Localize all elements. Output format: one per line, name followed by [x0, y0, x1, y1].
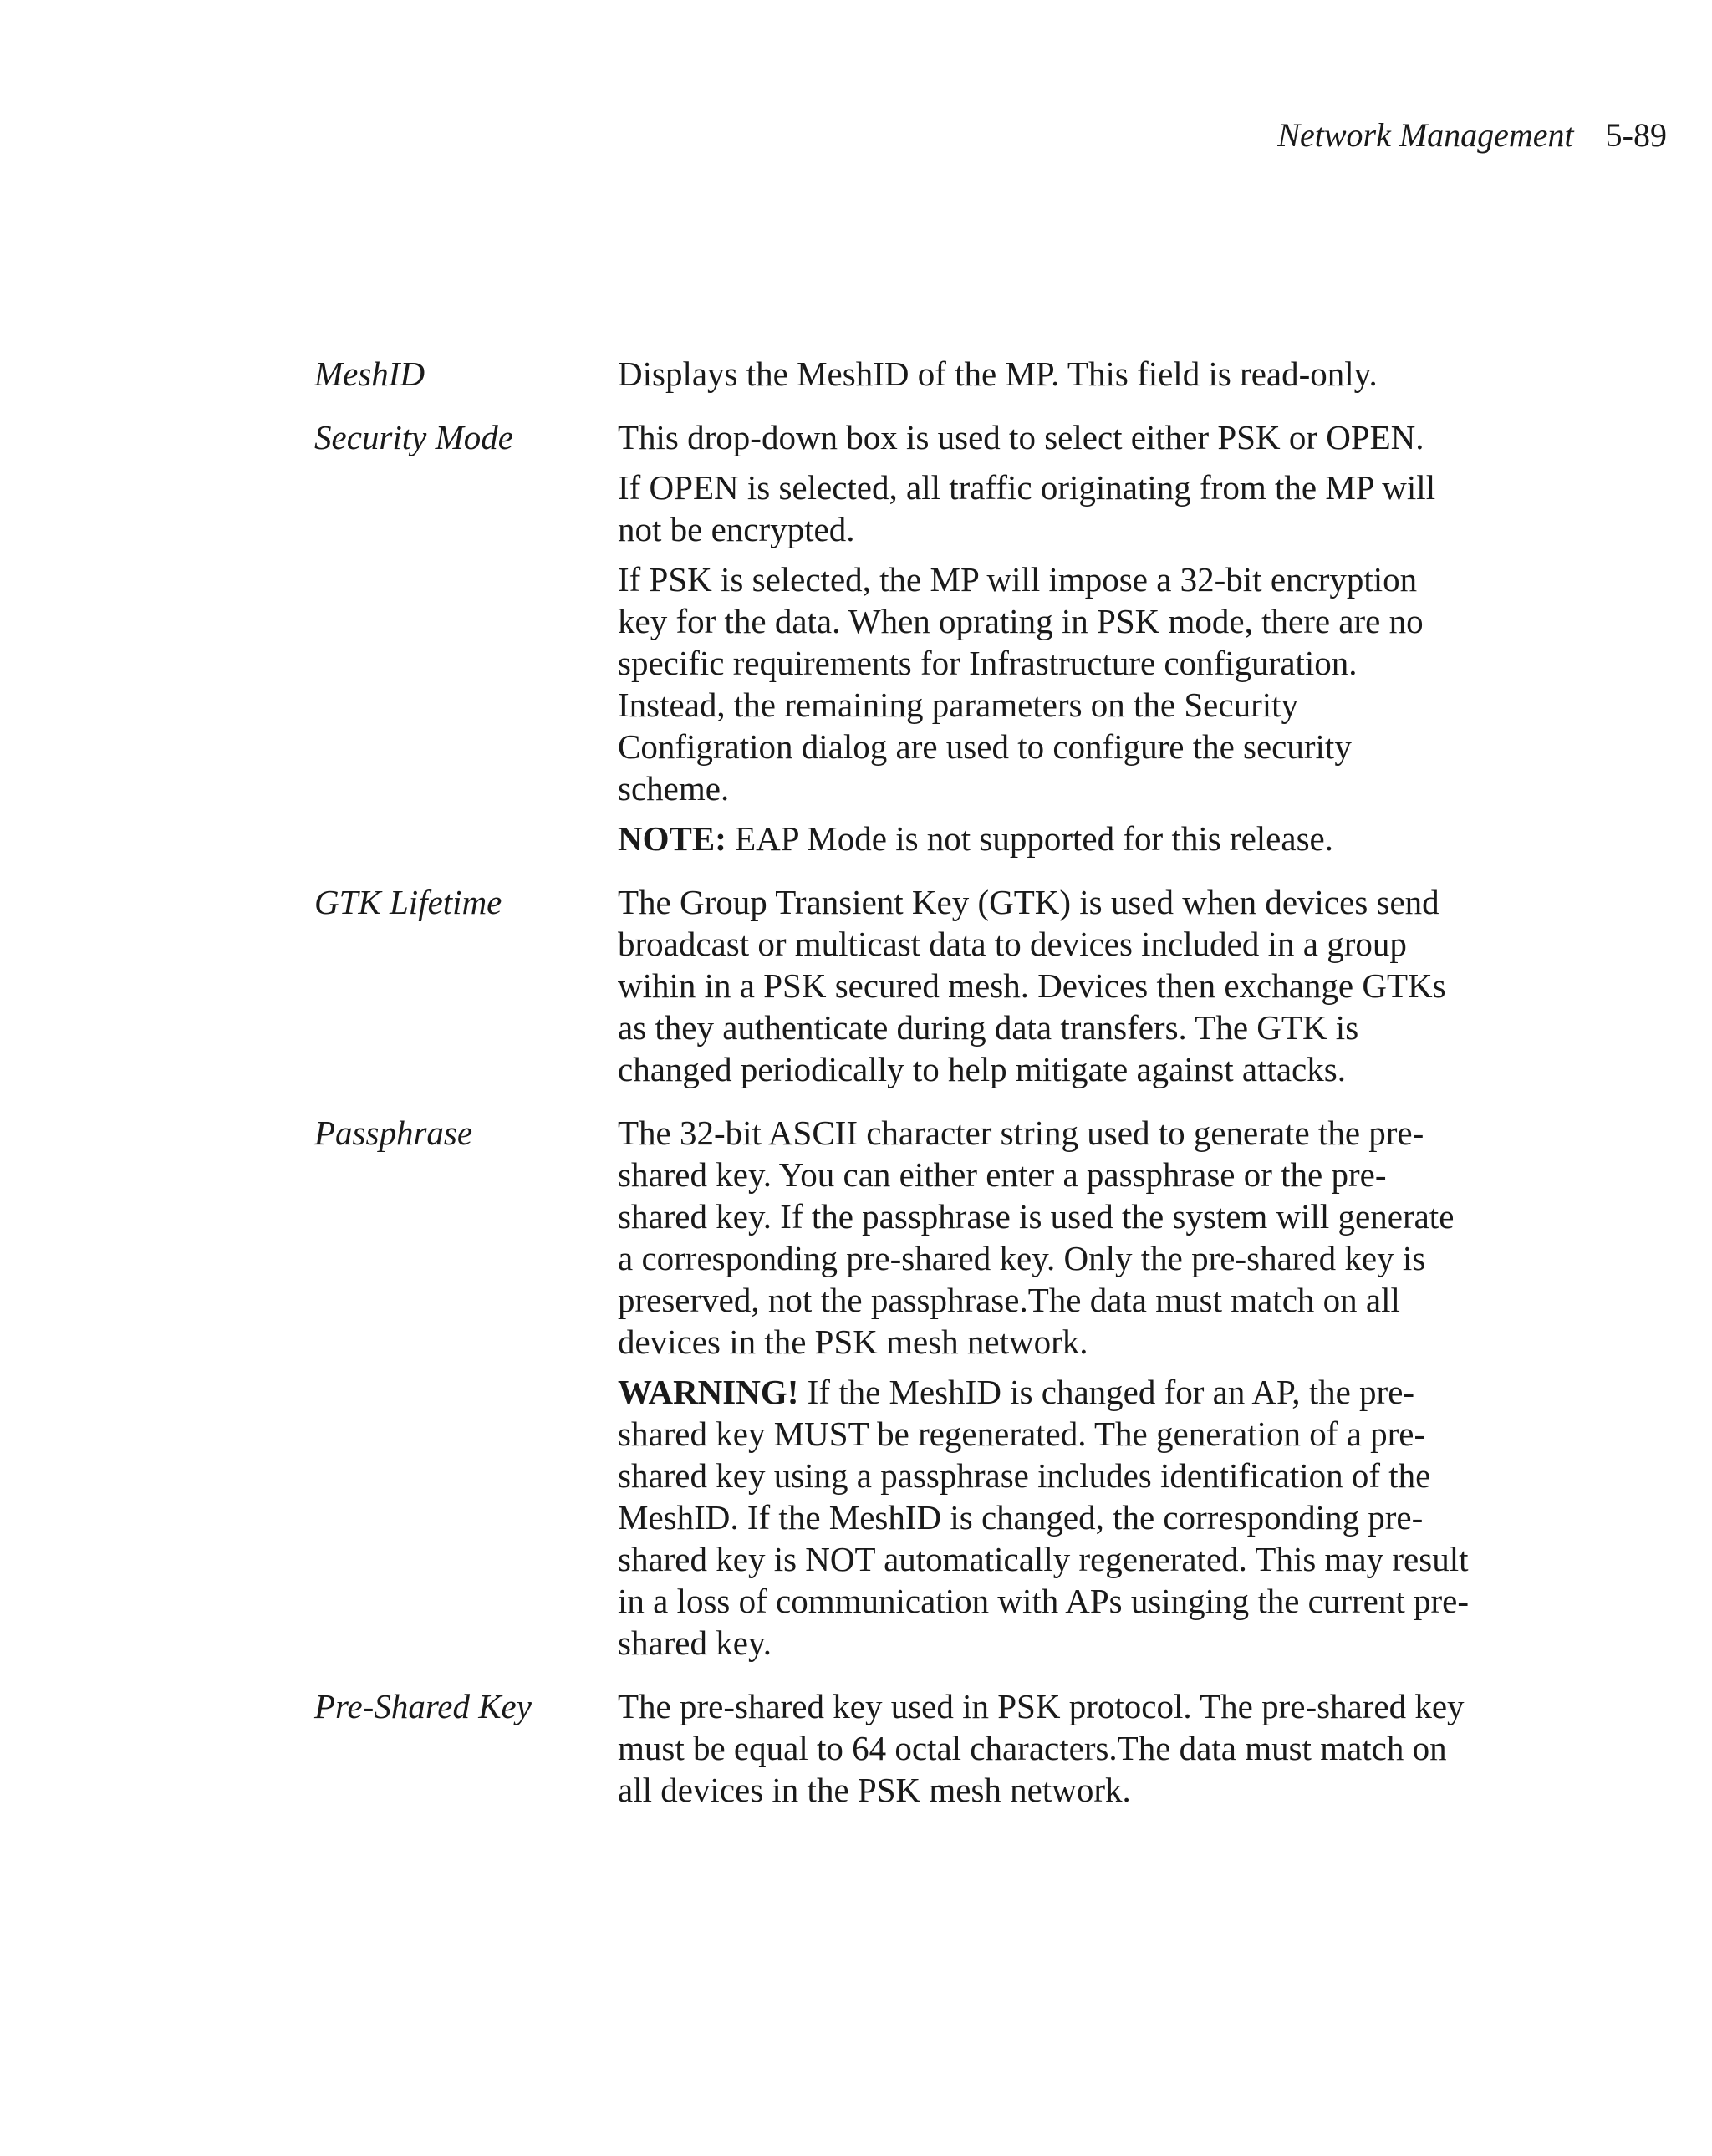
section-title: Network Management: [1277, 116, 1574, 154]
entry-meshid: [314, 353, 1468, 395]
entry-passphrase: [314, 1112, 1468, 1664]
running-header: [1277, 115, 1667, 155]
term-description: [618, 881, 1470, 1090]
description-paragraph: [618, 1685, 1470, 1811]
term-description: [618, 416, 1470, 859]
paragraph-text: Displays the MeshID of the MP. This field is read-only.: [618, 354, 1378, 393]
paragraph-text: The pre-shared key used in PSK protocol. The pre-shared key must be equal to 64 octal characters.The data must match on all devices in the PSK mesh network.: [618, 1687, 1465, 1809]
entry-security-mode: [314, 416, 1468, 859]
warning-label: WARNING!: [618, 1373, 799, 1411]
term-label: GTK Lifetime: [314, 883, 502, 921]
note-label: NOTE:: [618, 819, 726, 858]
term-label: Security Mode: [314, 418, 513, 456]
page-number: 5-89: [1605, 116, 1667, 154]
note-paragraph: [618, 818, 1470, 859]
term-label: Passphrase: [314, 1114, 473, 1152]
description-paragraph: [618, 558, 1470, 809]
term-label: Pre-Shared Key: [314, 1687, 532, 1725]
term-description: [618, 353, 1470, 395]
paragraph-text: This drop-down box is used to select either PSK or OPEN.: [618, 418, 1424, 456]
description-paragraph: [618, 353, 1470, 395]
paragraph-text: If OPEN is selected, all traffic originating from the MP will not be encrypted.: [618, 468, 1436, 548]
description-paragraph: [618, 466, 1470, 550]
paragraph-text: The 32-bit ASCII character string used to generate the pre-shared key. You can either enter a passphrase or the pre-shared key. If the passphrase is used the system will generate a corresponding pre-shared key. Only the pre-shared key is preserved, not the passphrase.The data must match on all devices in the PSK mesh network.: [618, 1114, 1455, 1361]
paragraph-text: If the MeshID is changed for an AP, the pre-shared key MUST be regenerated. The generation of a pre-shared key using a passphrase includes identification of the MeshID. If the MeshID is changed, the corresponding pre-shared key is NOT automatically regenerated. This may result in a loss of communication with APs usinging the current pre-shared key.: [618, 1373, 1470, 1662]
entry-pre-shared-key: [314, 1685, 1468, 1811]
entry-gtk-lifetime: [314, 881, 1468, 1090]
term-label: MeshID: [314, 354, 425, 393]
warning-paragraph: [618, 1371, 1470, 1664]
term-description: [618, 1112, 1470, 1664]
paragraph-text: If PSK is selected, the MP will impose a 32-bit encryption key for the data. When oprating in PSK mode, there are no specific requirements for Infrastructure configuration. Instead, the remaining parameters on the Security Configration dialog are used to configure the security scheme.: [618, 560, 1424, 808]
description-paragraph: [618, 416, 1470, 458]
definition-list: [314, 353, 1468, 1832]
paragraph-text: The Group Transient Key (GTK) is used when devices send broadcast or multicast data to devices included in a group wihin in a PSK secured mesh. Devices then exchange GTKs as they authenticate during data transfers. The GTK is changed periodically to help mitigate against attacks.: [618, 883, 1446, 1088]
term-description: [618, 1685, 1470, 1811]
paragraph-text: EAP Mode is not supported for this release.: [726, 819, 1333, 858]
description-paragraph: [618, 1112, 1470, 1363]
description-paragraph: [618, 881, 1470, 1090]
